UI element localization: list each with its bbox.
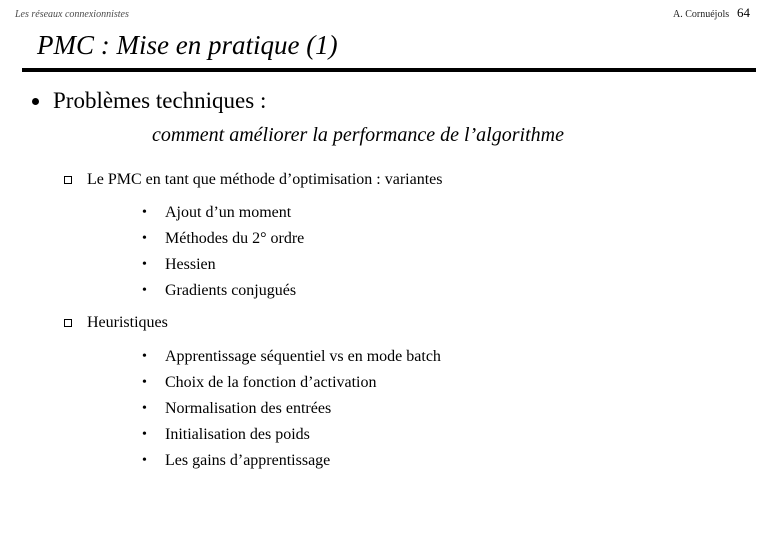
list-item [142,252,304,278]
bullet-icon: • [142,401,147,416]
list-item-text: Normalisation des entrées [165,400,332,417]
list-item [142,226,304,252]
main-point [32,88,266,114]
square-bullet-icon [64,319,72,327]
bullet-icon: • [142,375,147,390]
list-item-text: Apprentissage séquentiel vs en mode batch [165,348,441,365]
list-item-text: Choix de la fonction d’activation [165,374,377,391]
list-item [142,200,304,226]
list-item-text: Ajout d’un moment [165,204,292,221]
section-heading-text: Le PMC en tant que méthode d’optimisation : variantes [87,171,443,188]
variantes-list [142,200,304,304]
list-item [142,344,441,370]
slide-title: PMC : Mise en pratique (1) [37,30,338,60]
section-heading-variantes [64,171,442,189]
slide-subtitle: comment améliorer la performance de l’algorithme [152,124,564,146]
list-item [142,422,441,448]
main-point-text: Problèmes techniques : [53,88,267,113]
bullet-icon: • [142,231,147,246]
title-rule [22,68,756,72]
course-name: Les réseaux connexionnistes [15,9,129,20]
author-name: A. Cornuéjols [673,9,730,20]
bullet-icon: • [142,257,147,272]
list-item [142,396,441,422]
section-heading-heuristiques [64,314,168,332]
bullet-icon: • [142,453,147,468]
list-item-text: Les gains d’apprentissage [165,452,331,469]
list-item-text: Méthodes du 2° ordre [165,230,305,247]
list-item-text: Initialisation des poids [165,426,310,443]
bullet-dot-icon [32,98,39,105]
square-bullet-icon [64,176,72,184]
list-item-text: Hessien [165,256,216,273]
bullet-icon: • [142,205,147,220]
list-item [142,448,441,474]
section-heading-text: Heuristiques [87,314,168,331]
bullet-icon: • [142,427,147,442]
list-item [142,278,304,304]
list-item-text: Gradients conjugués [165,282,297,299]
bullet-icon: • [142,283,147,298]
bullet-icon: • [142,349,147,364]
heuristiques-list [142,344,441,474]
list-item [142,370,441,396]
page-number: 64 [737,5,750,20]
